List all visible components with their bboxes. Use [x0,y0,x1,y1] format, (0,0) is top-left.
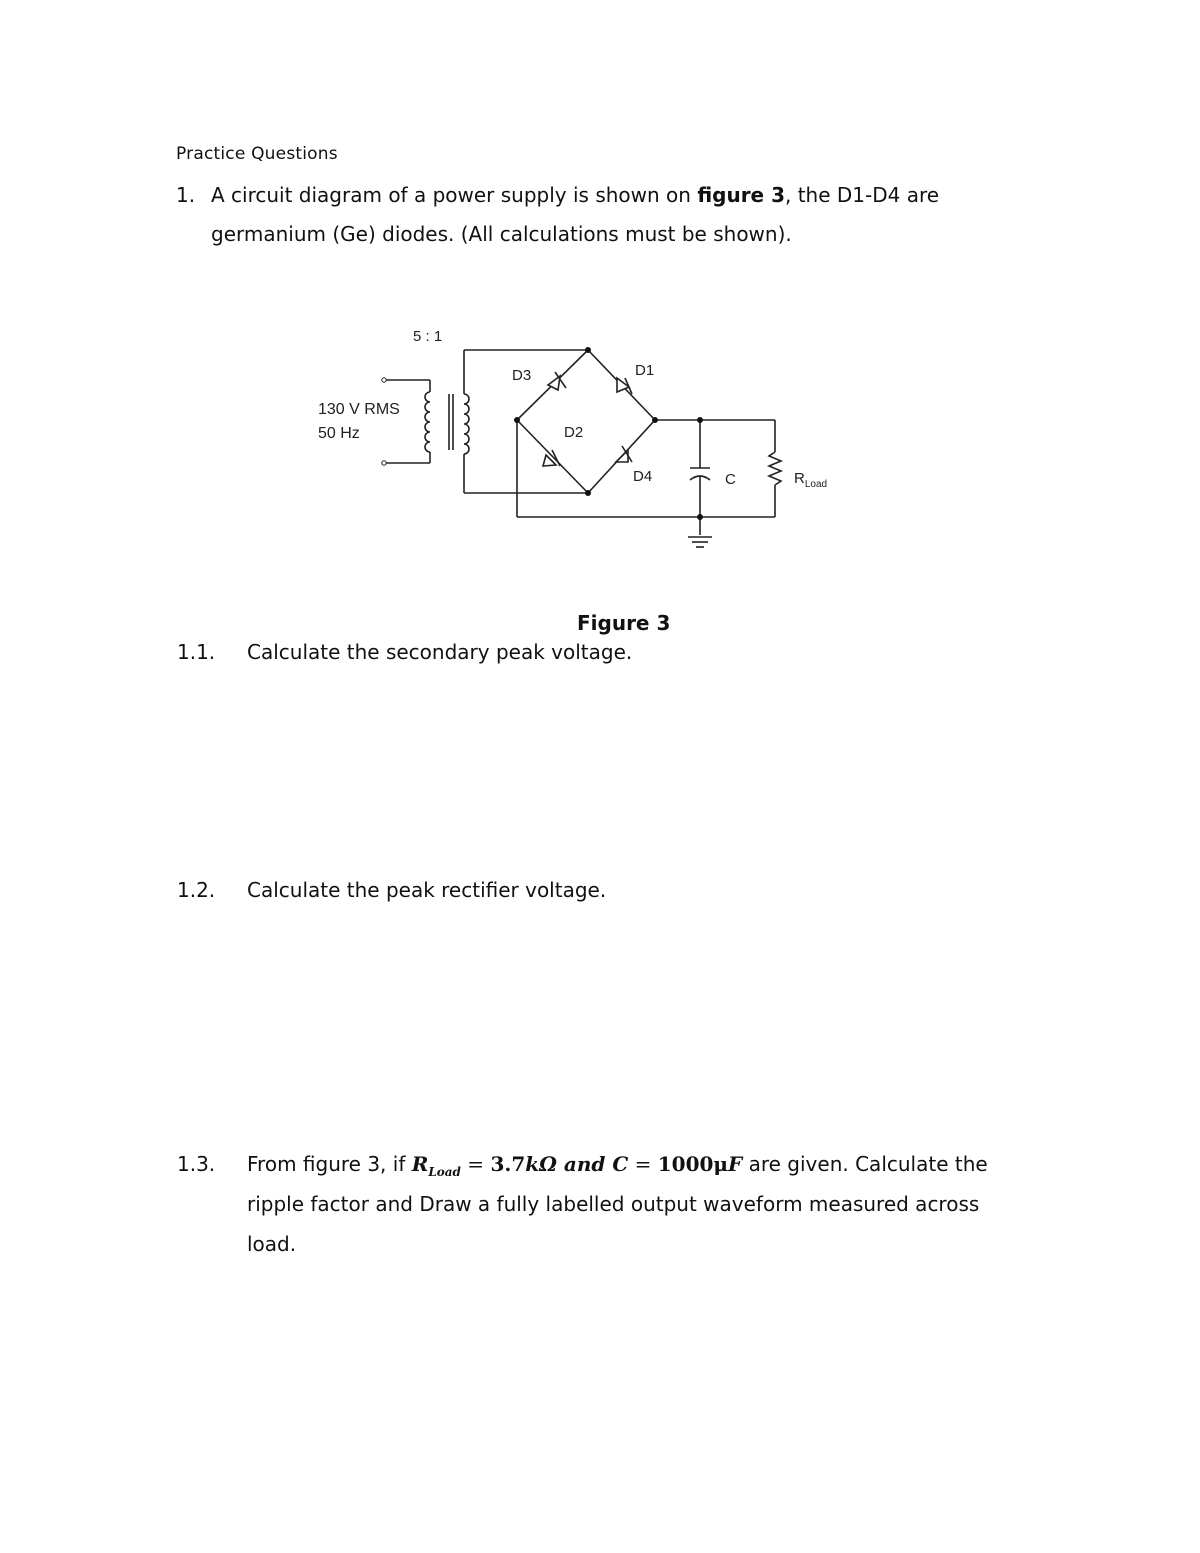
load-resistor-subscript: Load [804,479,828,490]
question-1-3-number: 1.3. [177,1152,216,1176]
diode-d1-label: D1 [635,362,655,379]
question-1-text: A circuit diagram of a power supply is shown on [211,183,698,207]
load-resistor-symbol: R [794,470,805,487]
capacitance-value: 1000μ [657,1152,729,1176]
question-1-3-line-2: ripple factor and Draw a fully labelled output waveform measured across [247,1192,980,1216]
capacitance-symbol: C [612,1152,629,1176]
equals-sign-2: = [628,1152,658,1176]
question-1-2-text: Calculate the peak rectifier voltage. [247,878,607,902]
source-voltage-label: 130 V RMS [318,401,400,418]
figure-caption: Figure 3 [577,611,671,635]
question-1-3-intro: From figure 3, if [247,1152,412,1176]
circuit-diagram [300,315,860,565]
resistance-unit: kΩ [525,1152,557,1176]
question-1-1-number: 1.1. [177,640,216,664]
equals-sign-1: = [460,1152,491,1176]
capacitance-unit: F [728,1152,743,1176]
question-1-number: 1. [176,183,196,207]
question-1-line-2: germanium (Ge) diodes. (All calculations must be shown). [211,222,792,246]
resistance-value: 3.7 [490,1152,526,1176]
question-1-text-end: , the D1-D4 are [785,183,940,207]
and-word: and [556,1152,613,1176]
question-1-3-line-3: load. [247,1232,297,1256]
turns-ratio-label: 5 : 1 [413,328,443,345]
capacitor-label: C [725,471,736,488]
figure-reference: figure 3 [697,183,785,207]
diode-d4-label: D4 [633,468,653,485]
diode-d2-label: D2 [564,424,584,441]
question-1-3-intro-end: are given. Calculate the [742,1152,988,1176]
page-heading: Practice Questions [176,144,338,164]
question-1-line-1 [211,183,939,207]
diode-d3-label: D3 [512,367,532,384]
resistance-symbol: R [411,1152,429,1176]
question-1-2-number: 1.2. [177,878,216,902]
resistance-subscript: Load [428,1165,461,1179]
question-1-3-line-1 [247,1152,988,1179]
question-1-1-text: Calculate the secondary peak voltage. [247,640,633,664]
source-frequency-label: 50 Hz [318,425,360,442]
load-resistor-label [794,470,827,490]
